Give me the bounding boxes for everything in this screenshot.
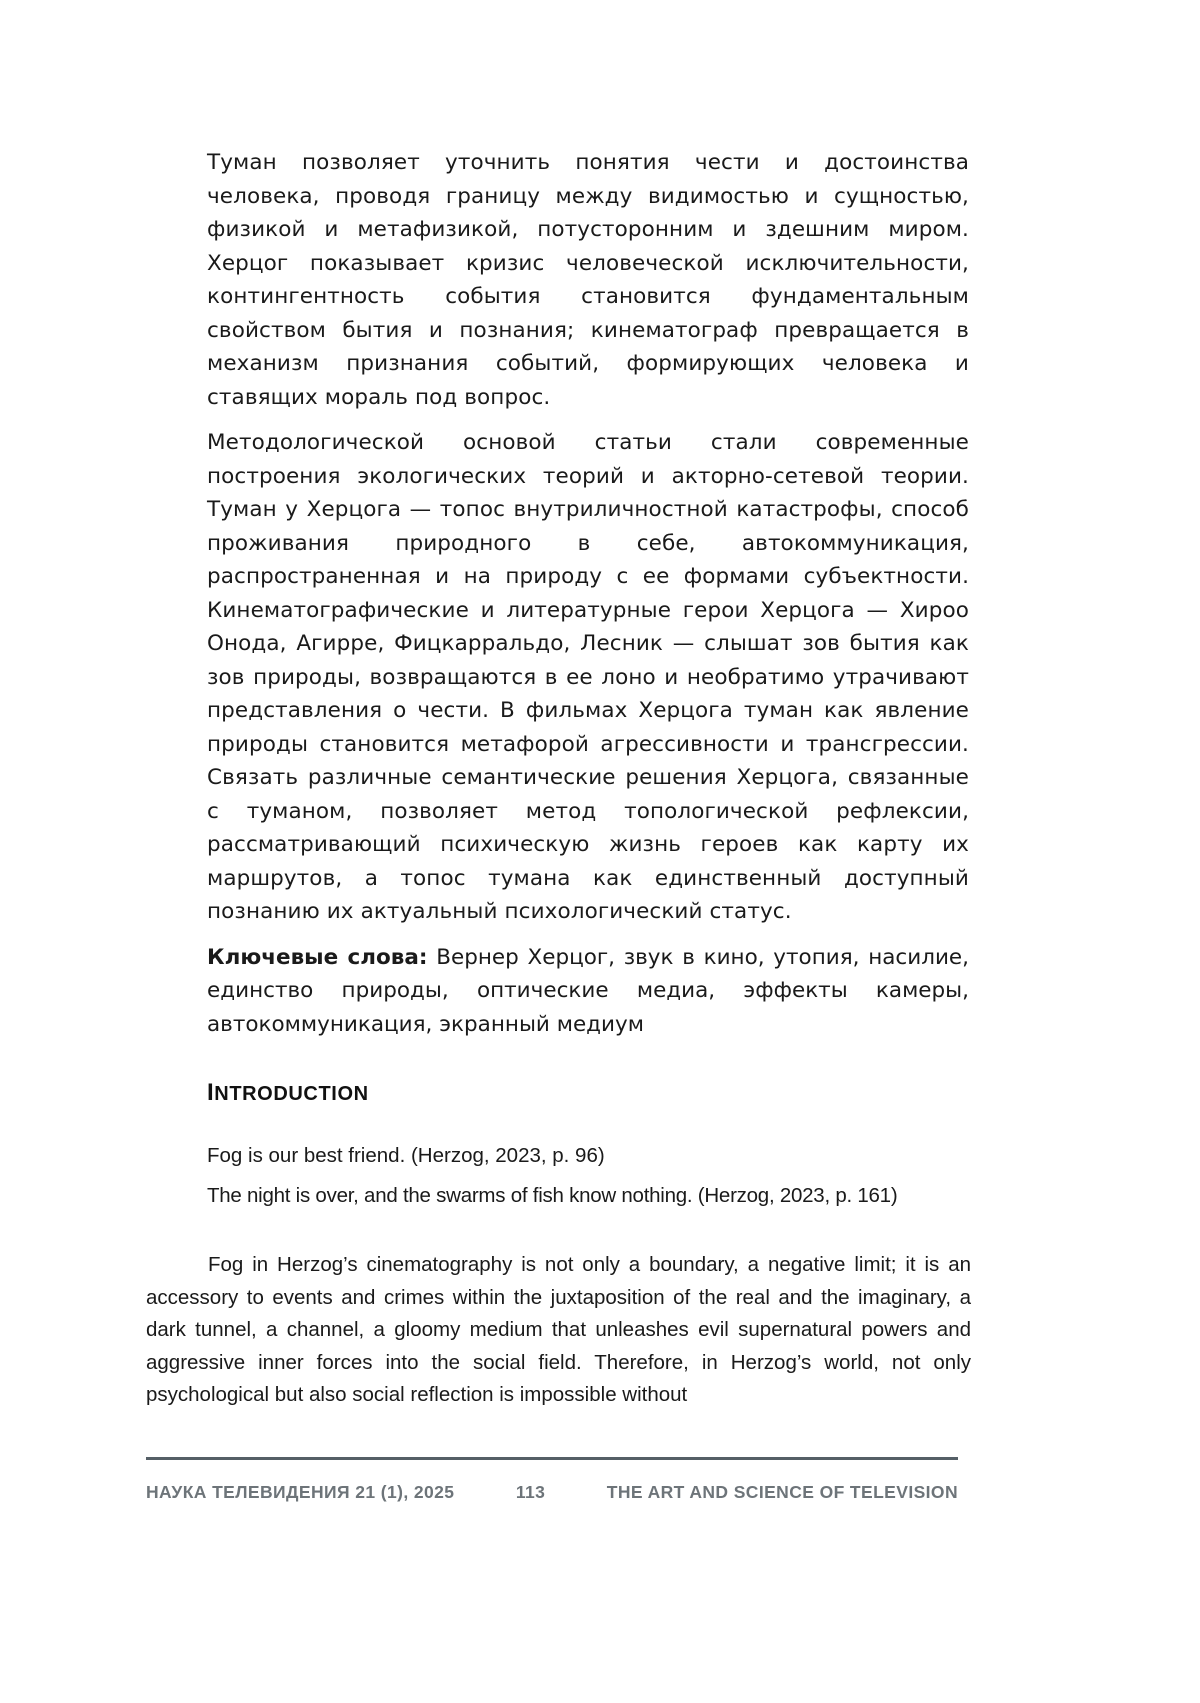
keywords-block (207, 941, 969, 1042)
epigraph-1: Fog is our best friend. (Herzog, 2023, p. 96) (207, 1144, 605, 1167)
section-heading-rest: NTRODUCTION (214, 1083, 369, 1105)
body-paragraph-1: Fog in Herzog’s cinematography is not only a boundary, a negative limit; it is an accessory to events and crimes within the juxtaposition of the real and the imaginary, a dark tunnel, a channel, a gloomy medium that unleashes evil supernatural powers and aggressive inner forces into the social field. Therefore, in Herzog’s world, not only psychological but also social reflection is impossible without (146, 1253, 971, 1406)
abstract-paragraph-1: Туман позволяет уточнить понятия чести и достоинства человека, проводя границу между видимостью и сущностью, физикой и метафизикой, потусторонним и здешним миром. Херцог показывает кризис человеческой исключительности, контингентность события становится фундаментальным свойством бытия и познания; кинематограф превращается в механизм признания событий, формирующих человека и ставящих мораль под вопрос. (207, 150, 969, 410)
page-footer (146, 1482, 958, 1503)
abstract-russian (207, 146, 969, 1041)
body-english (146, 1249, 971, 1412)
abstract-paragraph-2: Методологической основой статьи стали современные построения экологических теорий и акторно-сетевой теории. Туман у Херцога — топос внутриличностной катастрофы, способ проживания природного в себе, автокоммуникация, распространенная и на природу с ее формами субъектности. Кинематографические и литературные герои Херцога — Хироо Онода, Агирре, Фицкарральдо, Лесник — слышат зов бытия как зов природы, возвращаются в ее лоно и необратимо утрачивают представления о чести. В фильмах Херцога туман как явление природы становится метафорой агрессивности и трансгрессии. Связать различные семантические решения Херцога, связанные с туманом, позволяет метод топологической рефлексии, рассматривающий психическую жизнь героев как карту их маршрутов, а топос тумана как единственный доступный познанию их актуальный психологический статус. (207, 430, 969, 924)
keywords-list: Вернер Херцог, звук в кино, утопия, насилие, единство природы, оптические медиа, эффекты камеры, автокоммуникация, экранный медиум (207, 944, 969, 1037)
footer-divider (146, 1457, 958, 1460)
section-heading-initial: I (207, 1079, 215, 1106)
footer-journal-ru: НАУКА ТЕЛЕВИДЕНИЯ 21 (1), 2025 (146, 1482, 455, 1502)
footer-page-number: 113 (515, 1482, 546, 1502)
keywords-label: Ключевые слова: (207, 944, 428, 970)
footer-journal-en: THE ART AND SCIENCE OF TELEVISION (606, 1482, 958, 1502)
epigraph-group (207, 1140, 969, 1220)
section-heading-introduction (207, 1079, 369, 1107)
epigraph-2: The night is over, and the swarms of fish know nothing. (Herzog, 2023, p. 161) (207, 1184, 898, 1207)
